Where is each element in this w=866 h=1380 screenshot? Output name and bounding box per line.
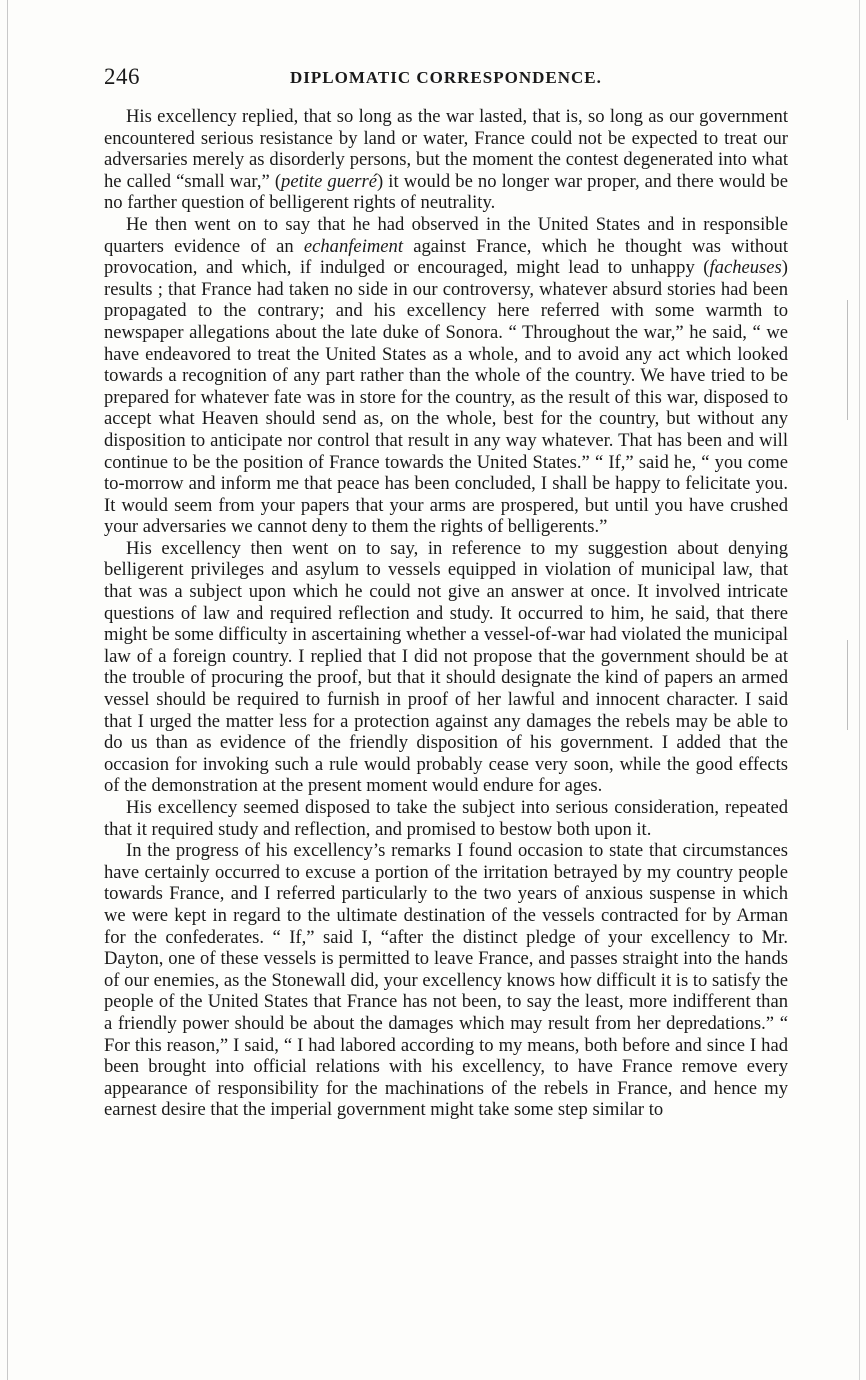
italic-term: echanfeiment [303,235,403,257]
page-number: 246 [104,64,140,89]
paragraph [104,797,788,840]
paragraph-text: He then went on to say that he had observed in the United States and in responsible quarters evidence of an [104,213,788,257]
italic-term: facheuses [709,257,782,279]
body-text [104,106,788,1121]
page-header [104,64,788,94]
paragraph-text: His excellency then went on to say, in reference to my suggestion about denying belligerent privileges and asylum to vessels equipped in violation of municipal law, that that was a subject upon which he could not give an answer at once. It involved intricate questions of law and required reflection and study. It occurred to him, he said, that there might be some difficulty in ascertaining whether a vessel-of-war had violated the municipal law of a foreign country. I replied that I did not propose that the government should be at the trouble of procuring the proof, but that it should designate the kind of papers an armed vessel should be required to furnish in proof of her lawful and innocent character. I said that I urged the matter less for a protection against any damages the rebels may be able to do us than as evidence of the friendly disposition of his government. I added that the occasion for invoking such a rule would probably cease very soon, while the good effects of the demonstration at the present moment would endure for ages. [104,537,788,797]
paragraph [104,214,788,538]
paragraph [104,840,788,1121]
paragraph [104,106,788,214]
margin-mark [847,300,848,420]
margin-mark [847,640,848,730]
paragraph-text: His excellency seemed disposed to take the subject into serious consideration, repeated that it required study and reflection, and promised to bestow both upon it. [104,797,788,840]
paragraph [104,538,788,797]
page-right-edge [859,0,860,1380]
paragraph-text: ) it would be no longer war proper, and there would be no farther question of belligerent rights of neutrality. [104,170,788,214]
paragraph-text: ) results ; that France had taken no side in our controversy, whatever absurd stories had been propagated to the contrary; and his excellency here referred with some warmth to newspaper allegations about the late duke of Sonora. “ Throughout the war,” he said, “ we have endeavored to treat the United States as a whole, and to avoid any act which looked towards a recognition of any part rather than the whole of the country. We have tried to be prepared for whatever fate was in store for the country, as the result of this war, disposed to accept what Heaven should send as, on the whole, best for the country, but without any disposition to anticipate nor control that result in any way whatever. That has been and will continue to be the position of France towards the United States.” “ If,” said he, “ you come to-morrow and inform me that peace has been concluded, I shall be happy to felicitate you. It would seem from your papers that your arms are prospered, but until you have crushed your adversaries we cannot deny to them the rights of belligerents.” [104,257,788,538]
paragraph-text: In the progress of his excellency’s remarks I found occasion to state that circumstances have certainly occurred to excuse a portion of the irritation betrayed by my country people towards France, and I referred particularly to the two years of anxious suspense in which we were kept in regard to the ultimate destination of the vessels contracted for by Arman for the confederates. “ If,” said I, “after the distinct pledge of your excellency to Mr. Dayton, one of these vessels is permitted to leave France, and passes straight into the hands of our enemies, as the Stonewall did, your excellency knows how difficult it is to satisfy the people of the United States that France has not been, to say the least, more indifferent than a friendly power should be about the damages which may result from her depredations.” “ For this reason,” I said, “ I had labored according to my means, both before and since I had been brought into official relations with his excellency, to have France remove every appearance of responsibility for the machinations of the rebels in France, and hence my earnest desire that the imperial government might take some step similar to [104,840,788,1121]
running-head: DIPLOMATIC CORRESPONDENCE. [290,68,602,87]
page-left-edge [7,0,8,1380]
paragraph-text: against France, which he thought was without provocation, and which, if indulged or encouraged, might lead to unhappy ( [104,235,788,279]
paragraph-text: His excellency replied, that so long as the war lasted, that is, so long as our government encountered serious resistance by land or water, France could not be expected to treat our adversaries merely as disorderly persons, but the moment the contest degenerated into what he called “small war,” ( [104,106,788,192]
italic-term: petite guerré [281,170,378,192]
